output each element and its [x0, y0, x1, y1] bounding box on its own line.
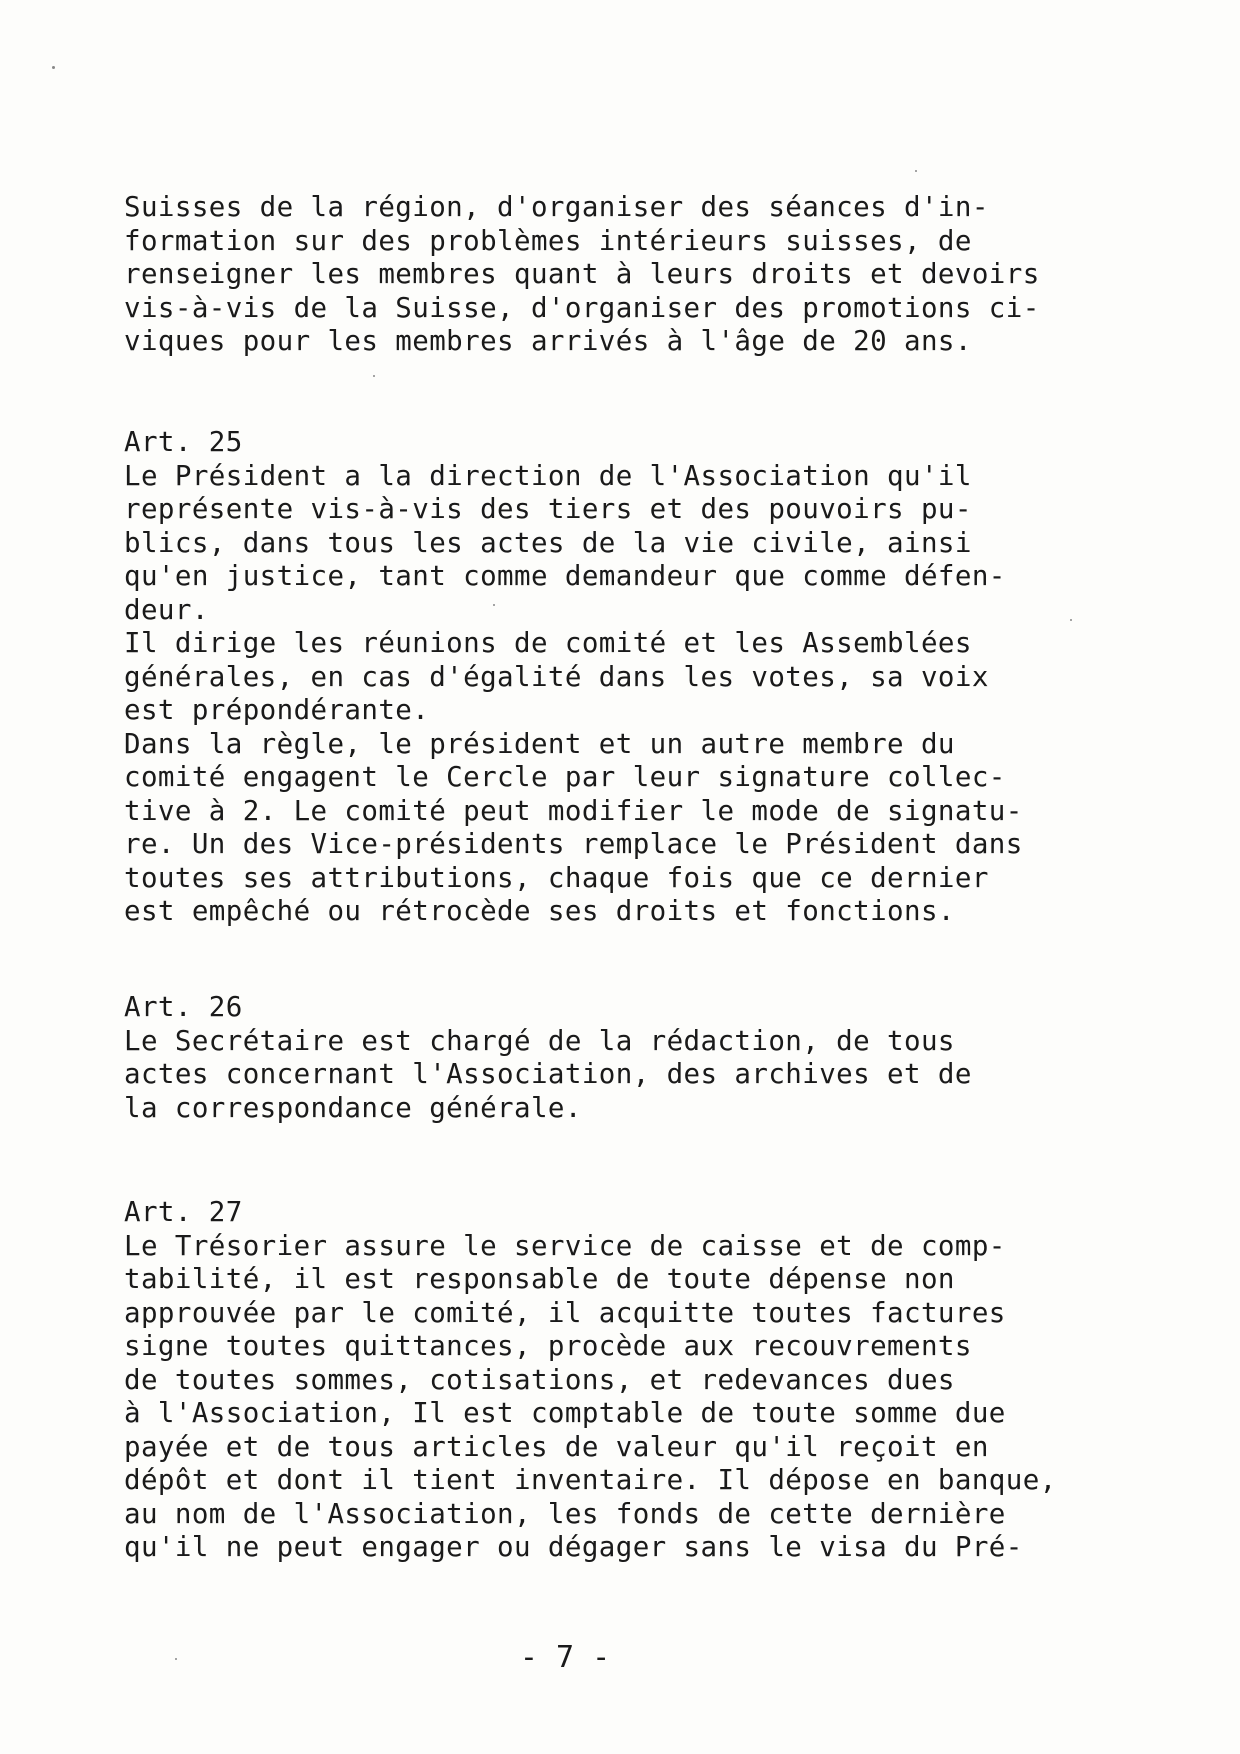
text-line: Le Président a la direction de l'Association qu'il	[124, 459, 972, 492]
text-line: qu'en justice, tant comme demandeur que comme défen-	[124, 560, 1006, 592]
article-heading: Art. 26	[124, 991, 243, 1023]
text-line: blics, dans tous les actes de la vie civile, ainsi	[124, 526, 972, 559]
text-line: est prépondérante.	[124, 694, 430, 726]
text-line: payée et de tous articles de valeur qu'il reçoit en	[124, 1430, 989, 1463]
text-line: approuvée par le comité, il acquitte toutes factures	[124, 1296, 1006, 1329]
page-number: - 7 -	[519, 1640, 611, 1675]
text-line: Le Secrétaire est chargé de la rédaction, de tous	[124, 1024, 955, 1057]
article-25	[124, 426, 1164, 929]
text-line: signe toutes quittances, procède aux recouvrements	[124, 1330, 972, 1362]
text-line: qu'il ne peut engager ou dégager sans le visa du Pré-	[124, 1531, 1023, 1563]
text-line: actes concernant l'Association, des archives et de	[124, 1058, 972, 1090]
scan-speck	[52, 66, 55, 69]
text-line: deur.	[124, 593, 209, 626]
article-heading: Art. 27	[124, 1196, 243, 1228]
article-heading: Art. 25	[124, 426, 243, 458]
text-line: formation sur des problèmes intérieurs suisses, de	[124, 224, 972, 257]
text-line: Suisses de la région, d'organiser des séances d'in-	[124, 191, 989, 223]
text-line: la correspondance générale.	[124, 1091, 582, 1124]
text-line: à l'Association, Il est comptable de toute somme due	[124, 1397, 1006, 1429]
text-line: vis-à-vis de la Suisse, d'organiser des promotions ci-	[124, 291, 1040, 324]
text-line: de toutes sommes, cotisations, et redevances dues	[124, 1363, 955, 1396]
text-line: tive à 2. Le comité peut modifier le mode de signatu-	[124, 794, 1023, 827]
text-line: tabilité, il est responsable de toute dépense non	[124, 1263, 955, 1295]
text-line: comité engagent le Cercle par leur signature collec-	[124, 761, 1006, 793]
text-line: viques pour les membres arrivés à l'âge de 20 ans.	[124, 325, 972, 357]
text-line: dépôt et dont il tient inventaire. Il dépose en banque,	[124, 1464, 1057, 1496]
text-line: Dans la règle, le président et un autre membre du	[124, 727, 955, 760]
text-line: re. Un des Vice-présidents remplace le Président dans	[124, 828, 1023, 860]
text-line: au nom de l'Association, les fonds de cette dernière	[124, 1497, 1006, 1530]
text-line: est empêché ou rétrocède ses droits et fonctions.	[124, 895, 955, 927]
text-line: renseigner les membres quant à leurs droits et devoirs	[124, 258, 1040, 290]
text-line: représente vis-à-vis des tiers et des pouvoirs pu-	[124, 493, 972, 525]
scan-speck	[915, 170, 917, 172]
text-line: générales, en cas d'égalité dans les votes, sa voix	[124, 660, 989, 693]
text-line: Il dirige les réunions de comité et les Assemblées	[124, 627, 972, 659]
article-27	[124, 1196, 1164, 1565]
text-line: toutes ses attributions, chaque fois que ce dernier	[124, 861, 989, 894]
scan-speck	[373, 375, 375, 377]
article-26	[124, 991, 1164, 1125]
intro-paragraph	[124, 191, 1164, 359]
text-line: Le Trésorier assure le service de caisse et de comp-	[124, 1229, 1006, 1262]
